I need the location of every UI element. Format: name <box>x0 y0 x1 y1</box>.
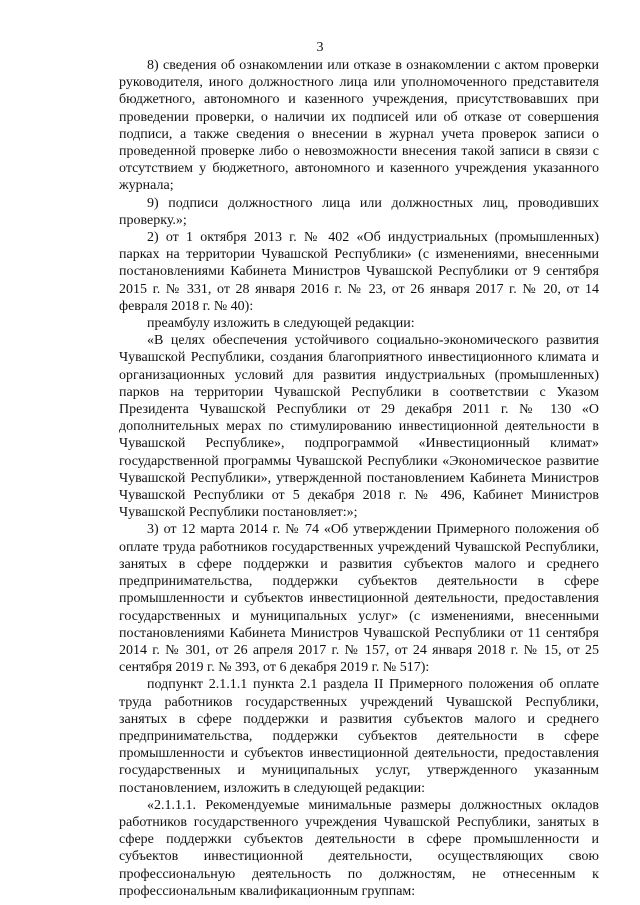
paragraph-preamble-text: «В целях обеспечения устойчивого социально-экономического развития Чувашской Республики, создания благоприятного инвестиционного климата и организационных условий для развития индустриальных (промышленных) парков на территории Чувашской Республики в соответствии с Указом Президента Чувашской Республики от 29 декабря 2011 г. № 130 «О дополнительных мерах по стимулированию инвестиционной деятельности в Чувашской Республике», подпрограммой «Инвестиционный климат» государственной программы Чувашской Республики «Экономическое развитие Чувашской Республики», утвержденной постановлением Кабинета Министров Чувашской Республики от 5 декабря 2018 г. № 496, Кабинет Министров Чувашской Республики постановляет:»; <box>119 333 599 521</box>
paragraph-item-9: 9) подписи должностного лица или должностных лиц, проводивших проверку.»; <box>119 195 599 228</box>
page-number: 3 <box>316 40 324 55</box>
document-body <box>119 57 599 900</box>
paragraph-preamble-instruction: преамбулу изложить в следующей редакции: <box>147 316 415 332</box>
paragraph-amendment-2: 2) от 1 октября 2013 г. № 402 «Об индустриальных (промышленных) парках на территории Чувашской Республики» (с изменениями, внесенными постановлениями Кабинета Министров Чувашской Республики от 9 сентября 2015 г. № 331, от 28 января 2016 г. № 23, от 26 января 2017 г. № 20, от 14 февраля 2018 г. № 40): <box>119 230 599 314</box>
paragraph-subclause-text: «2.1.1.1. Рекомендуемые минимальные размеры должностных окладов работников государственного учреждения Чувашской Республики, занятых в сфере поддержки субъектов деятельности в сфере промышленности и субъектов инвестиционной деятельности, осуществляющих свою профессиональную деятельность по должностям, не отнесенным к профессиональным квалификационным группам: <box>119 797 599 899</box>
paragraph-subclause-instruction: подпункт 2.1.1.1 пункта 2.1 раздела II Примерного положения об оплате труда работников государственных учреждений Чувашской Республики, занятых в сфере поддержки и развития субъектов малого и среднего предпринимательства, поддержки субъектов деятельности в сфере промышленности и субъектов инвестиционной деятельности, предоставления государственных и муниципальных услуг, утвержденного указанным постановлением, изложить в следующей редакции: <box>119 677 599 796</box>
paragraph-amendment-3: 3) от 12 марта 2014 г. № 74 «Об утверждении Примерного положения об оплате труда работников государственных учреждений Чувашской Республики, занятых в сфере поддержки и развития субъектов малого и среднего предпринимательства, поддержки субъектов деятельности в сфере промышленности и субъектов инвестиционной деятельности, предоставления государственных и муниципальных услуг» (с изменениями, внесенными постановлениями Кабинета Министров Чувашской Республики от 11 сентября 2014 г. № 301, от 26 апреля 2017 г. № 157, от 24 января 2018 г. № 15, от 25 сентября 2019 г. № 393, от 6 декабря 2019 г. № 517): <box>119 522 599 676</box>
paragraph-item-8: 8) сведения об ознакомлении или отказе в ознакомлении с актом проверки руководителя, иного должностного лица или уполномоченного представителя бюджетного, автономного и казенного учреждения, присутствовавших при проведении проверки, о наличии их подписей или об отказе от совершения подписи, а также сведения о внесении в журнал учета проверок записи о проведенной проверке либо о невозможности внесения такой записи в связи с отсутствием у бюджетного, автономного и казенного учреждения указанного журнала; <box>119 58 599 194</box>
